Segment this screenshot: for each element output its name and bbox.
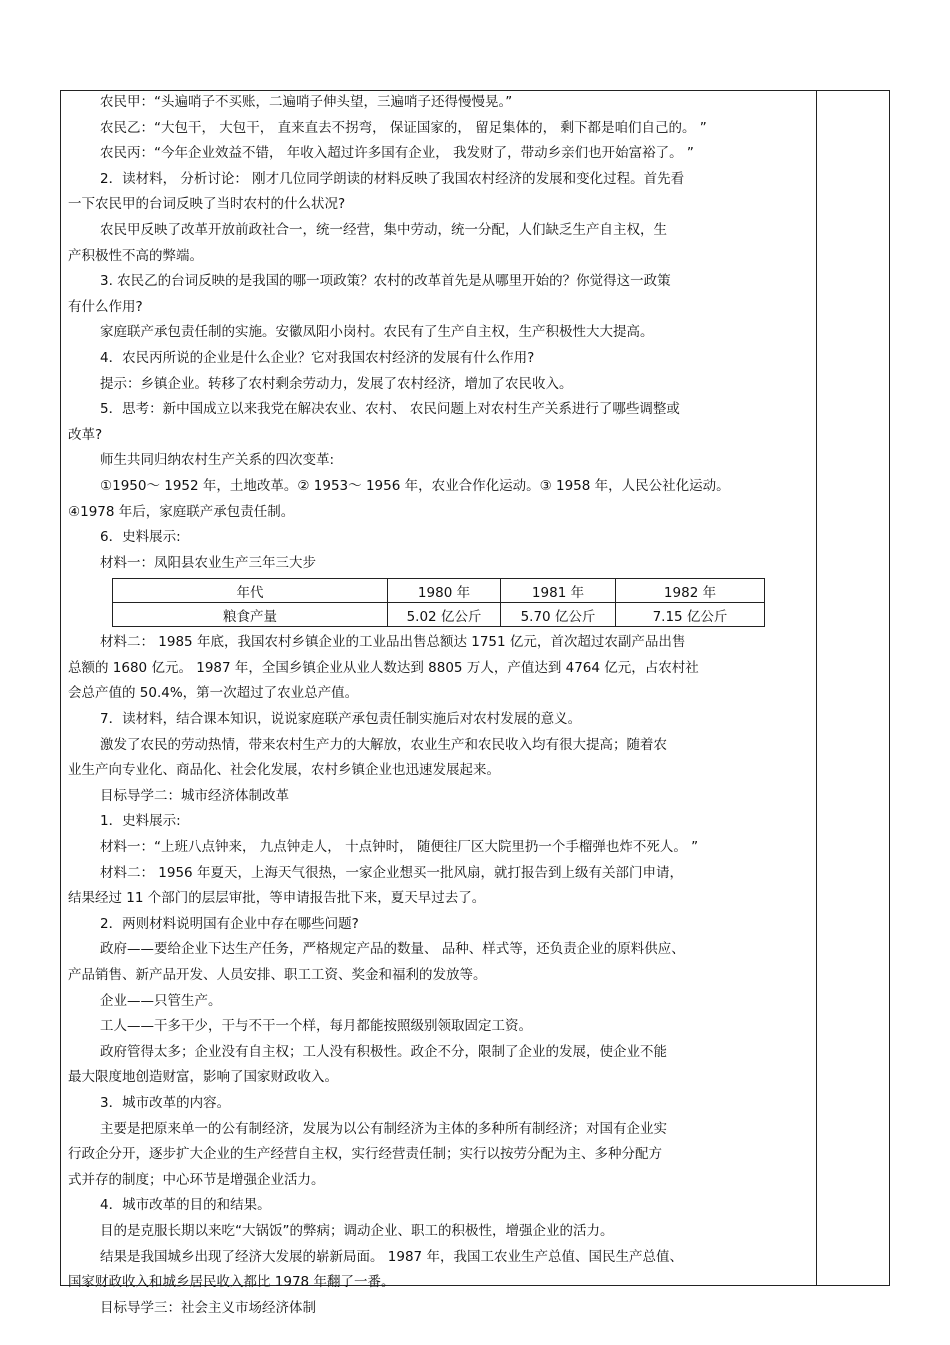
- text-line: 材料二： 1956 年夏天，上海天气很热，一家企业想买一批风扇，就打报告到上级有关部门申请，: [100, 864, 683, 881]
- text-line: 企业——只管生产。: [100, 992, 222, 1009]
- text-line: 有什么作用?: [68, 298, 143, 315]
- text-line: 1．史料展示:: [100, 813, 181, 830]
- text-line: 政府管得太多；企业没有自主权；工人没有积极性。政企不分，限制了企业的发展，使企业不能: [100, 1043, 667, 1060]
- text-line: 行政企分开，逐步扩大企业的生产经营自主权，实行经营责任制；实行以按劳分配为主、多种分配方: [68, 1146, 662, 1163]
- text-line: 3. 农民乙的台词反映的是我国的哪一项政策？农村的改革首先是从哪里开始的？你觉得这一政策: [100, 273, 671, 290]
- table-cell: 5.70 亿公斤: [501, 603, 616, 627]
- text-block-urban-reform: [68, 630, 812, 1321]
- table-cell: 7.15 亿公斤: [616, 603, 765, 627]
- text-line: 6．史料展示:: [100, 529, 181, 546]
- text-line: 7．读材料，结合课本知识，说说家庭联产承包责任制实施后对农村发展的意义。: [100, 711, 582, 728]
- text-line: 主要是把原来单一的公有制经济，发展为以公有制经济为主体的多种所有制经济；对国有企业实: [100, 1120, 667, 1137]
- text-line: 家庭联产承包责任制的实施。安徽凤阳小岗村。农民有了生产自主权，生产积极性大大提高。: [100, 324, 654, 341]
- table-cell: 1981 年: [501, 579, 616, 603]
- text-line: 材料一：凤阳县农业生产三年三大步: [100, 554, 316, 571]
- text-line: 产品销售、新产品开发、人员安排、职工工资、奖金和福利的发放等。: [68, 967, 487, 983]
- text-line: 一下农民甲的台词反映了当时农村的什么状况?: [68, 196, 346, 213]
- text-line: 目标导学三：社会主义市场经济体制: [100, 1299, 316, 1316]
- text-line: 结果经过 11 个部门的层层审批，等申请报告批下来，夏天早过去了。: [68, 890, 486, 907]
- text-line: 业生产向专业化、商品化、社会化发展，农村乡镇企业也迅速发展起来。: [68, 762, 500, 779]
- text-line: 产积极性不高的弊端。: [68, 247, 203, 264]
- text-line: 目标导学二：城市经济体制改革: [100, 787, 289, 804]
- text-line: 改革?: [68, 426, 103, 443]
- text-line: 2．两则材料说明国有企业中存在哪些问题?: [100, 915, 359, 932]
- text-line: 农民甲反映了改革开放前政社合一，统一经营，集中劳动，统一分配，人们缺乏生产自主权，生: [100, 221, 667, 238]
- text-line: 国家财政收入和城乡居民收入都比 1978 年翻了一番。: [68, 1274, 395, 1291]
- text-line: 4．农民丙所说的企业是什么企业？它对我国农村经济的发展有什么作用?: [100, 349, 535, 366]
- text-line: 会总产值的 50.4%，第一次超过了农业总产值。: [68, 685, 359, 702]
- text-line: 3．城市改革的内容。: [100, 1094, 231, 1111]
- text-line: 提示：乡镇企业。转移了农村剩余劳动力，发展了农村经济，增加了农民收入。: [100, 375, 573, 392]
- text-line: 工人——干多干少，干与不干一个样，每月都能按照级别领取固定工资。: [100, 1018, 532, 1035]
- table-header-row: [113, 579, 765, 603]
- table-cell: 1980 年: [388, 579, 501, 603]
- text-block-rural-reform: [68, 90, 812, 576]
- text-line: 式并存的制度；中心环节是增强企业活力。: [68, 1171, 325, 1188]
- text-line: 最大限度地创造财富，影响了国家财政收入。: [68, 1069, 338, 1086]
- text-line: 5．思考：新中国成立以来我党在解决农业、农村、 农民问题上对农村生产关系进行了哪些调整或: [100, 401, 680, 418]
- text-line: 材料一：“上班八点钟来， 九点钟走人， 十点钟时， 随便往厂区大院里扔一个手榴弹也炸不死人。 ”: [100, 839, 699, 856]
- lesson-content: [68, 90, 812, 1321]
- table-cell: 粮食产量: [113, 603, 388, 627]
- text-line: 政府——要给企业下达生产任务，严格规定产品的数量、 品种、样式等，还负责企业的原料供应、: [100, 941, 685, 958]
- text-line: 师生共同归纳农村生产关系的四次变革:: [100, 452, 335, 469]
- text-line: 结果是我国城乡出现了经济大发展的崭新局面。 1987 年，我国工农业生产总值、国民生产总值、: [100, 1248, 683, 1265]
- text-line: 目的是克服长期以来吃“大锅饭”的弊病；调动企业、职工的积极性，增强企业的活力。: [100, 1222, 614, 1239]
- table-cell: 5.02 亿公斤: [388, 603, 501, 627]
- text-line: 农民甲：“头遍哨子不买账，二遍哨子伸头望，三遍哨子还得慢慢晃。”: [100, 94, 513, 110]
- text-line: 激发了农民的劳动热情，带来农村生产力的大解放，农业生产和农民收入均有很大提高；随着农: [100, 736, 667, 753]
- text-line: 材料二： 1985 年底，我国农村乡镇企业的工业品出售总额达 1751 亿元，首次超过农副产品出售: [100, 634, 686, 651]
- text-line: ①1950～ 1952 年，土地改革。② 1953～ 1956 年，农业合作化运动。③ 1958 年，人民公社化运动。: [100, 477, 730, 494]
- text-line: 2．读材料， 分析讨论： 刚才几位同学朗读的材料反映了我国农村经济的发展和变化过程。首先看: [100, 170, 685, 187]
- table-cell: 年代: [113, 579, 388, 603]
- text-line: 农民乙：“大包干， 大包干， 直来直去不拐弯， 保证国家的， 留足集体的， 剩下都是咱们自己的。 ”: [100, 119, 707, 136]
- text-line: 农民丙：“今年企业效益不错， 年收入超过许多国有企业， 我发财了，带动乡亲们也开始富裕了。 ”: [100, 145, 694, 162]
- text-line: 总额的 1680 亿元。 1987 年，全国乡镇企业从业人数达到 8805 万人，产值达到 4764 亿元，占农村社: [68, 659, 699, 676]
- grain-output-table: [112, 578, 765, 627]
- text-line: ④1978 年后，家庭联产承包责任制。: [68, 503, 295, 520]
- column-divider: [816, 90, 817, 1286]
- text-line: 4．城市改革的目的和结果。: [100, 1197, 271, 1214]
- table-row: [113, 603, 765, 627]
- table-cell: 1982 年: [616, 579, 765, 603]
